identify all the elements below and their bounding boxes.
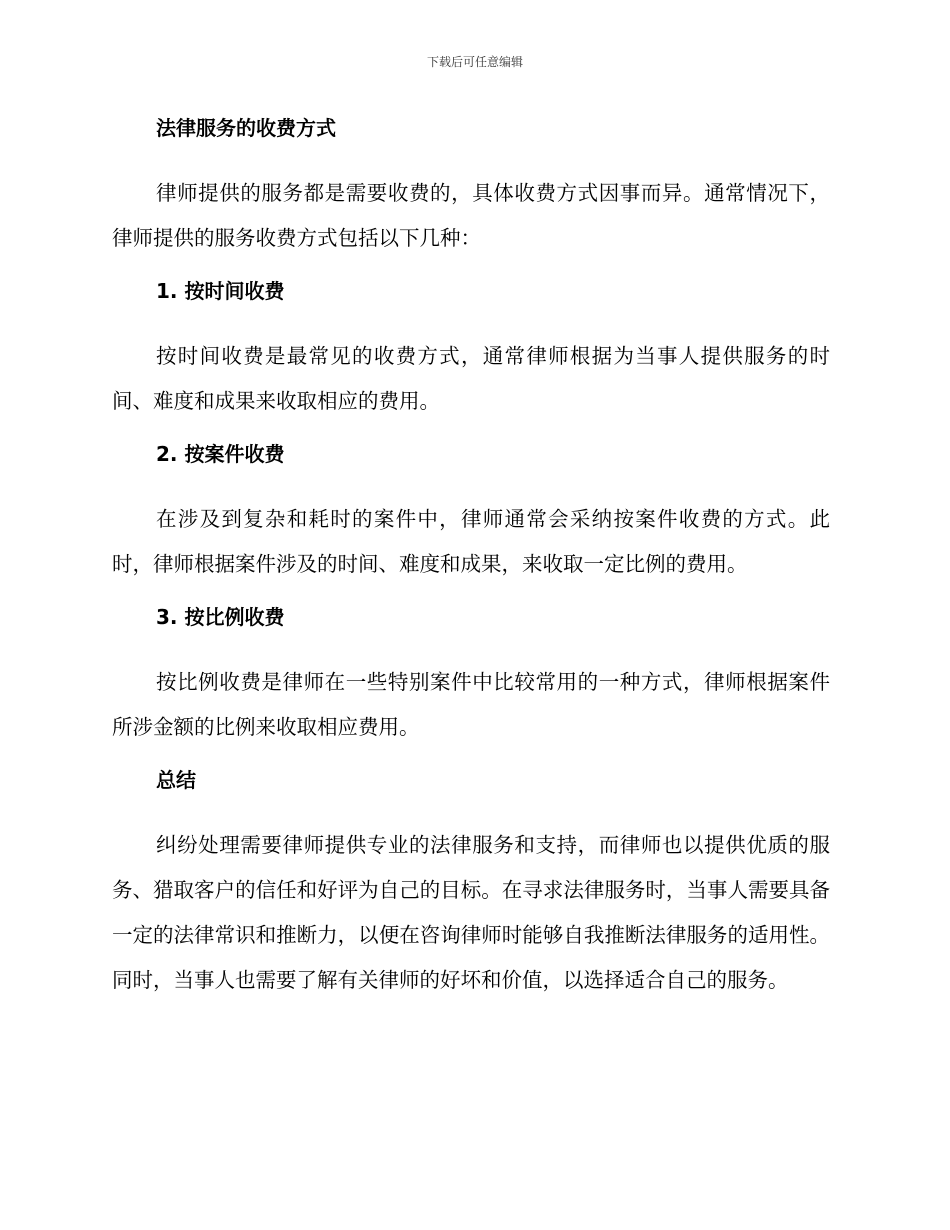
section-heading-hourly: 1. 按时间收费 bbox=[156, 279, 285, 303]
page-header: 下载后可任意编辑 bbox=[426, 55, 523, 69]
section-heading-summary: 总结 bbox=[156, 768, 196, 792]
section-heading-percentage: 3. 按比例收费 bbox=[156, 605, 285, 629]
section-heading-fee-methods: 法律服务的收费方式 bbox=[156, 116, 336, 140]
section-heading-per-case: 2. 按案件收费 bbox=[156, 442, 285, 466]
paragraph-percentage: 按比例收费是律师在一些特别案件中比较常用的一种方式，律师根据案件所涉金额的比例来收取相应费用。 bbox=[112, 670, 830, 739]
paragraph-intro: 律师提供的服务都是需要收费的，具体收费方式因事而异。通常情况下，律师提供的服务收费方式包括以下几种： bbox=[112, 181, 830, 250]
document-body bbox=[112, 112, 830, 1017]
paragraph-summary: 纠纷处理需要律师提供专业的法律服务和支持，而律师也以提供优质的服务、猎取客户的信任和好评为自己的目标。在寻求法律服务时，当事人需要具备一定的法律常识和推断力，以便在咨询律师时能够自我推断法律服务的适用性。同时，当事人也需要了解有关律师的好坏和价值，以选择适合自己的服务。 bbox=[112, 833, 830, 992]
paragraph-hourly: 按时间收费是最常见的收费方式，通常律师根据为当事人提供服务的时间、难度和成果来收取相应的费用。 bbox=[112, 344, 830, 413]
paragraph-per-case: 在涉及到复杂和耗时的案件中，律师通常会采纳按案件收费的方式。此时，律师根据案件涉及的时间、难度和成果，来收取一定比例的费用。 bbox=[112, 507, 830, 576]
